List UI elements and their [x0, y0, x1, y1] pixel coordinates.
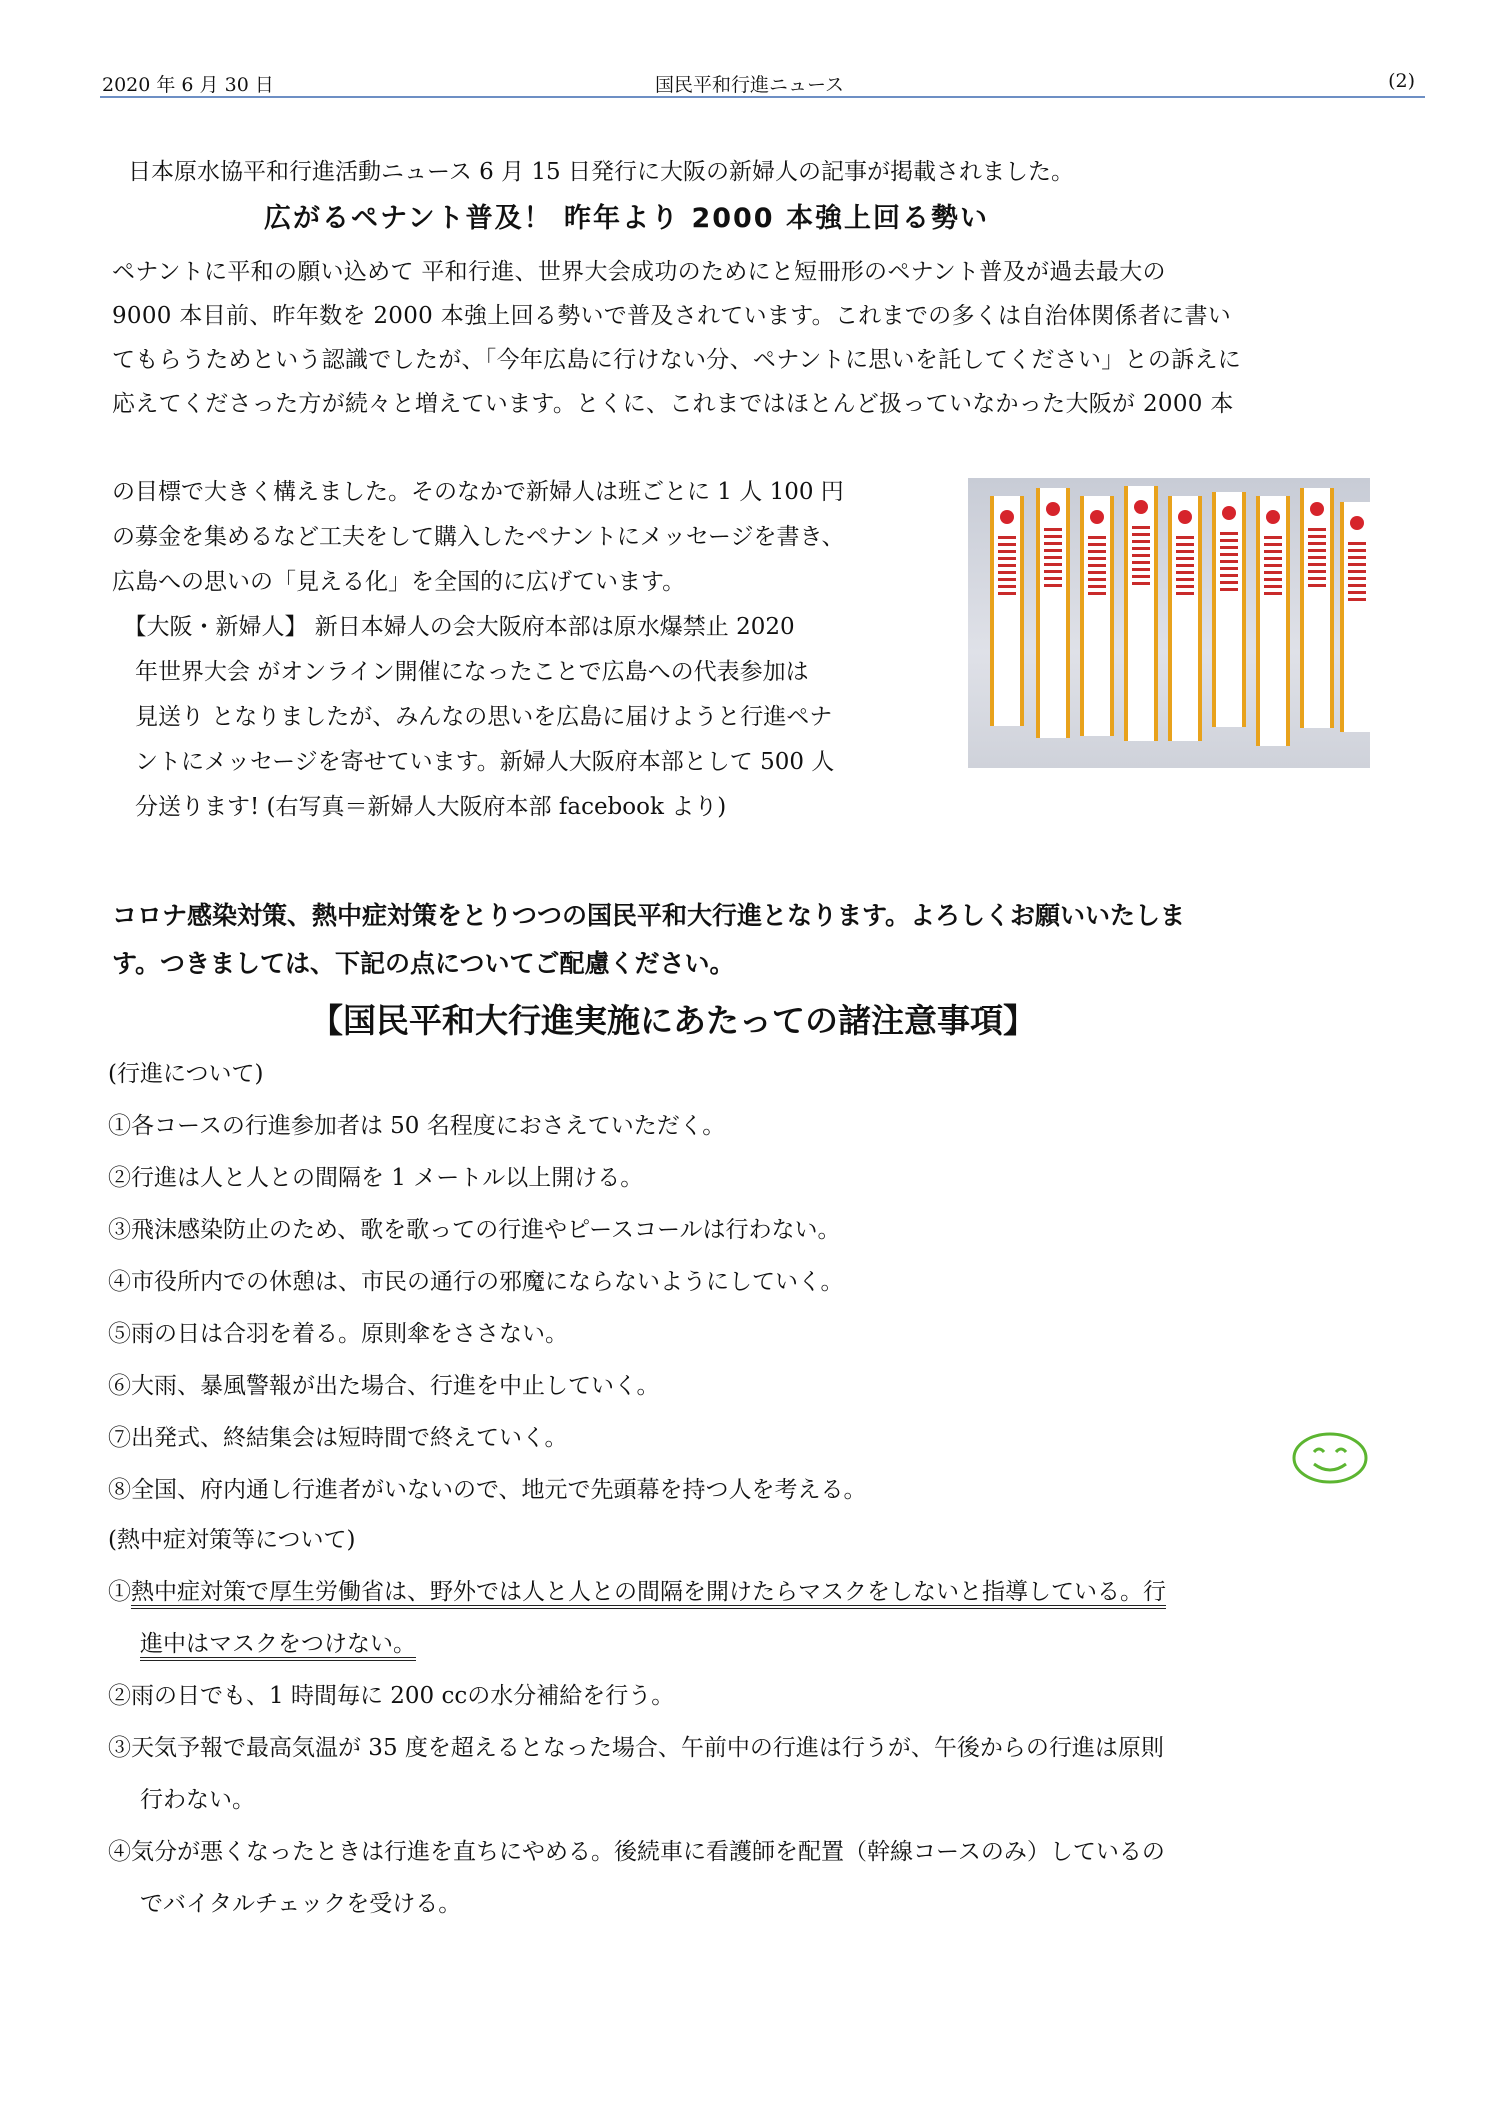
- list-item: ③飛沫感染防止のため、歌を歌っての行進やピースコールは行わない。: [108, 1217, 841, 1243]
- list-item: ②行進は人と人との間隔を 1 メートル以上開ける。: [108, 1165, 644, 1191]
- notice-text: [112, 892, 1412, 988]
- pennant-image: [1212, 492, 1246, 727]
- header-title: 国民平和行進ニュース: [655, 74, 845, 96]
- article-line: 広島への思いの「見える化」を全国的に広げています。: [112, 569, 686, 595]
- article-title: 広がるペナント普及！ 昨年より 2000 本強上回る勢い: [264, 203, 989, 234]
- article-body-wrapped: [112, 470, 962, 830]
- article-line: 【大阪・新婦人】 新日本婦人の会大阪府本部は原水爆禁止 2020: [112, 614, 795, 640]
- intro-text: 日本原水協平和行進活動ニュース 6 月 15 日発行に大阪の新婦人の記事が掲載されました。: [128, 159, 1074, 185]
- article-line: の目標で大きく構えました。そのなかで新婦人は班ごとに 1 人 100 円: [112, 479, 844, 505]
- article-body: [112, 250, 1402, 426]
- list-item-continued: でバイタルチェックを受ける。: [140, 1891, 462, 1917]
- rules-title: 【国民平和大行進実施にあたっての諸注意事項】: [310, 1001, 1036, 1040]
- article-line: 応えてくださった方が続々と増えています。とくに、これまではほとんど扱っていなかった大阪が 2000 本: [112, 391, 1234, 417]
- list-item: ①各コースの行進参加者は 50 名程度におさえていただく。: [108, 1113, 726, 1139]
- section-heading: (行進について): [108, 1061, 264, 1087]
- pennant-image: [1340, 502, 1370, 732]
- article-line: ントにメッセージを寄せています。新婦人大阪府本部として 500 人: [112, 749, 835, 775]
- notice-line: す。つきましては、下記の点についてご配慮ください。: [112, 949, 735, 978]
- pennant-image: [1256, 496, 1290, 746]
- article-line: 見送り となりましたが、みんなの思いを広島に届けようと行進ペナ: [112, 704, 833, 730]
- list-item: ⑦出発式、終結集会は短時間で終えていく。: [108, 1425, 568, 1451]
- list-item: ⑥大雨、暴風警報が出た場合、行進を中止していく。: [108, 1373, 660, 1399]
- underlined-text: 進中はマスクをつけない。: [140, 1631, 416, 1661]
- pennant-image: [1036, 488, 1070, 738]
- smiley-icon: [1290, 1430, 1370, 1486]
- section-heading: (熱中症対策等について): [108, 1527, 356, 1553]
- pennant-photo: [968, 478, 1370, 768]
- header-date: 2020 年 6 月 30 日: [102, 74, 274, 96]
- list-item: ⑧全国、府内通し行進者がいないので、地元で先頭幕を持つ人を考える。: [108, 1477, 867, 1503]
- notice-line: コロナ感染対策、熱中症対策をとりつつの国民平和大行進となります。よろしくお願いいたしま: [112, 901, 1186, 930]
- list-item: ④市役所内での休憩は、市民の通行の邪魔にならないようにしていく。: [108, 1269, 844, 1295]
- list-item: [108, 1566, 1166, 1618]
- item-number: ①: [108, 1579, 131, 1605]
- list-item-continued: 行わない。: [140, 1787, 255, 1813]
- march-rules-list: [108, 1048, 867, 1516]
- article-line: てもらうためという認識でしたが、「今年広島に行けない分、ペナントに思いを託してください」との訴えに: [112, 347, 1242, 373]
- list-item-continued: [108, 1618, 1166, 1670]
- article-line: ペナントに平和の願い込めて 平和行進、世界大会成功のためにと短冊形のペナント普及が過去最大の: [112, 259, 1166, 285]
- pennant-image: [1300, 488, 1334, 728]
- underlined-text: 熱中症対策で厚生労働省は、野外では人と人との間隔を開けたらマスクをしないと指導している。行: [131, 1579, 1166, 1609]
- list-item: ②雨の日でも、1 時間毎に 200 ccの水分補給を行う。: [108, 1683, 675, 1709]
- page-header: [100, 66, 1425, 98]
- heatstroke-rules-list: [108, 1514, 1166, 1930]
- list-item: ⑤雨の日は合羽を着る。原則傘をささない。: [108, 1321, 568, 1347]
- pennant-image: [1124, 486, 1158, 741]
- pennant-image: [1080, 496, 1114, 736]
- article-line: 年世界大会 がオンライン開催になったことで広島への代表参加は: [112, 659, 809, 685]
- article-line: 9000 本目前、昨年数を 2000 本強上回る勢いで普及されています。これまでの多くは自治体関係者に書い: [112, 303, 1232, 329]
- header-page-number: (2): [1388, 70, 1415, 92]
- article-line: 分送ります! (右写真＝新婦人大阪府本部 facebook より): [112, 794, 727, 820]
- list-item: ④気分が悪くなったときは行進を直ちにやめる。後続車に看護師を配置（幹線コースのみ）しているの: [108, 1839, 1165, 1865]
- article-line: の募金を集めるなど工夫をして購入したペナントにメッセージを書き、: [112, 524, 845, 550]
- pennant-image: [1168, 496, 1202, 741]
- list-item: ③天気予報で最高気温が 35 度を超えるとなった場合、午前中の行進は行うが、午後からの行進は原則: [108, 1735, 1164, 1761]
- pennant-image: [990, 496, 1024, 726]
